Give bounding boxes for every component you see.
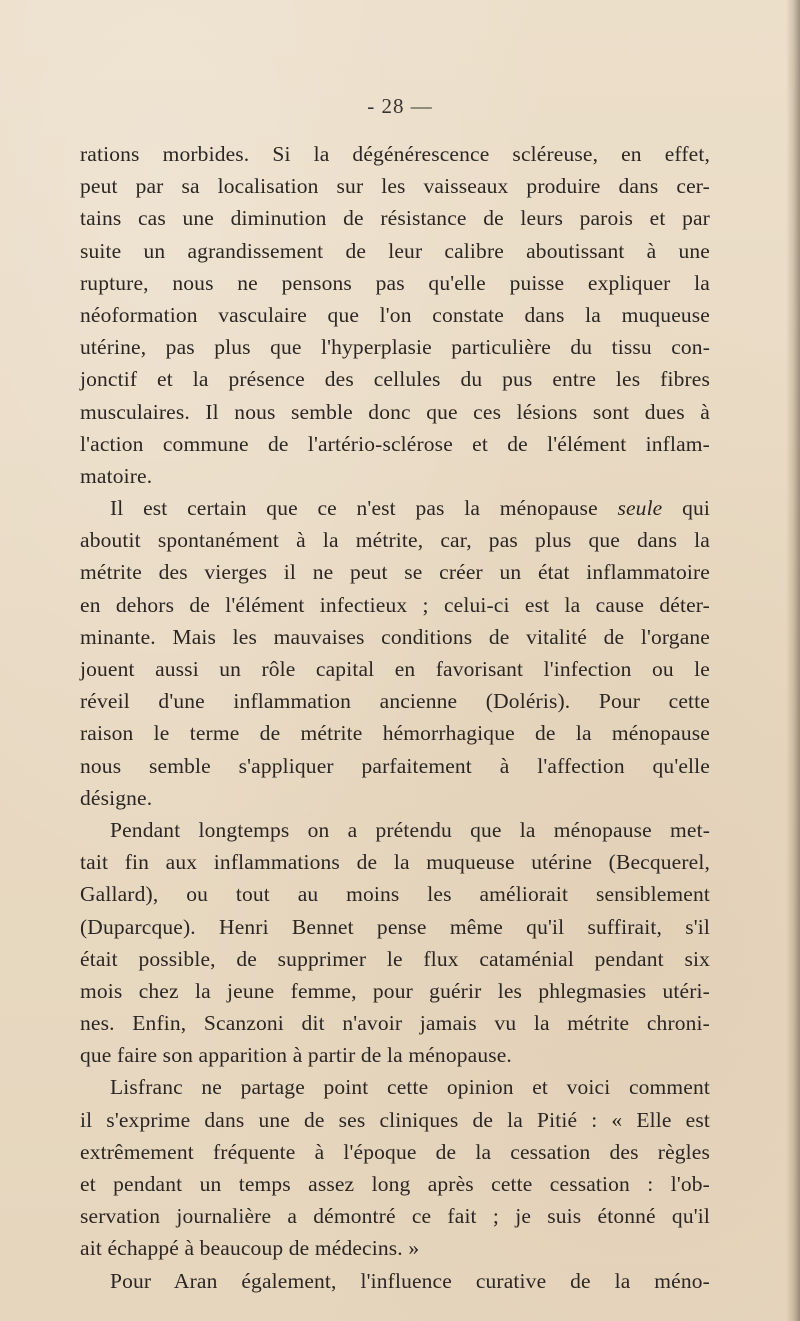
- text-line: matoire.: [80, 463, 153, 488]
- text-line: Pendant longtemps on a prétendu que la ménopause met-: [110, 817, 710, 842]
- text-line: aboutit spontanément à la métrite, car, pas plus que dans la: [80, 528, 710, 553]
- page-edge-shadow: [786, 0, 800, 1321]
- text-line: et pendant un temps assez long après cette cessation : l'ob-: [80, 1172, 710, 1196]
- text-line: néoformation vasculaire que l'on constate dans la muqueuse: [80, 302, 710, 327]
- text-line: minante. Mais les mauvaises conditions de vitalité de l'organe: [80, 624, 710, 649]
- text-line: nes. Enfin, Scanzoni dit n'avoir jamais vu la métrite chroni-: [80, 1011, 710, 1036]
- text-line: tains cas une diminution de résistance de leurs parois et par: [80, 206, 710, 231]
- page-number: - 28 —: [367, 94, 433, 118]
- emphasis-text: seule: [617, 496, 663, 521]
- text-line: Gallard), ou tout au moins les améliorait sensiblement: [80, 882, 710, 907]
- text-line: il s'exprime dans une de ses cliniques de la Pitié : « Elle est: [80, 1107, 710, 1132]
- text-line: Lisfranc ne partage point cette opinion et voici comment: [110, 1075, 710, 1100]
- text-line: était possible, de supprimer le flux cataménial pendant six: [80, 946, 710, 971]
- text-line: utérine, pas plus que l'hyperplasie particulière du tissu con-: [80, 335, 710, 360]
- body-text: [80, 138, 710, 1297]
- text-line: désigne.: [80, 785, 153, 810]
- text-line: nous semble s'appliquer parfaitement à l'affection qu'elle: [80, 753, 710, 778]
- text-line: réveil d'une inflammation ancienne (Doléris). Pour cette: [80, 689, 710, 714]
- text-line: rations morbides. Si la dégénérescence scléreuse, en effet,: [80, 142, 710, 166]
- text-line: jouent aussi un rôle capital en favorisant l'infection ou le: [80, 657, 710, 681]
- text-line: mois chez la jeune femme, pour guérir les phlegmasies utéri-: [80, 978, 710, 1003]
- text-line: l'action commune de l'artério-sclérose et de l'élément inflam-: [80, 431, 710, 456]
- text-line: jonctif et la présence des cellules du pus entre les fibres: [80, 367, 710, 392]
- text-line: musculaires. Il nous semble donc que ces lésions sont dues à: [80, 399, 710, 424]
- text-line-with-emphasis: [80, 492, 710, 524]
- text-line: rupture, nous ne pensons pas qu'elle puisse expliquer la: [80, 270, 710, 295]
- text-line: servation journalière a démontré ce fait ; je suis étonné qu'il: [80, 1204, 710, 1229]
- text-line: en dehors de l'élément infectieux ; celui-ci est la cause déter-: [80, 592, 710, 617]
- text-segment: Il est certain que ce n'est pas la ménopause: [110, 496, 598, 521]
- text-line: tait fin aux inflammations de la muqueuse utérine (Becquerel,: [80, 850, 710, 875]
- text-line: raison le terme de métrite hémorrhagique de la ménopause: [80, 721, 710, 746]
- text-line: peut par sa localisation sur les vaisseaux produire dans cer-: [80, 174, 710, 199]
- text-line: que faire son apparition à partir de la ménopause.: [80, 1043, 512, 1068]
- text-segment: qui: [682, 496, 710, 521]
- text-line: (Duparcque). Henri Bennet pense même qu'il suffirait, s'il: [80, 914, 710, 939]
- text-line: métrite des vierges il ne peut se créer un état inflammatoire: [80, 560, 710, 585]
- text-line: suite un agrandissement de leur calibre aboutissant à une: [80, 238, 710, 263]
- text-line: ait échappé à beaucoup de médecins. »: [80, 1236, 420, 1261]
- text-line: extrêmement fréquente à l'époque de la cessation des règles: [80, 1139, 710, 1164]
- text-line: Pour Aran également, l'influence curative de la méno-: [110, 1268, 710, 1293]
